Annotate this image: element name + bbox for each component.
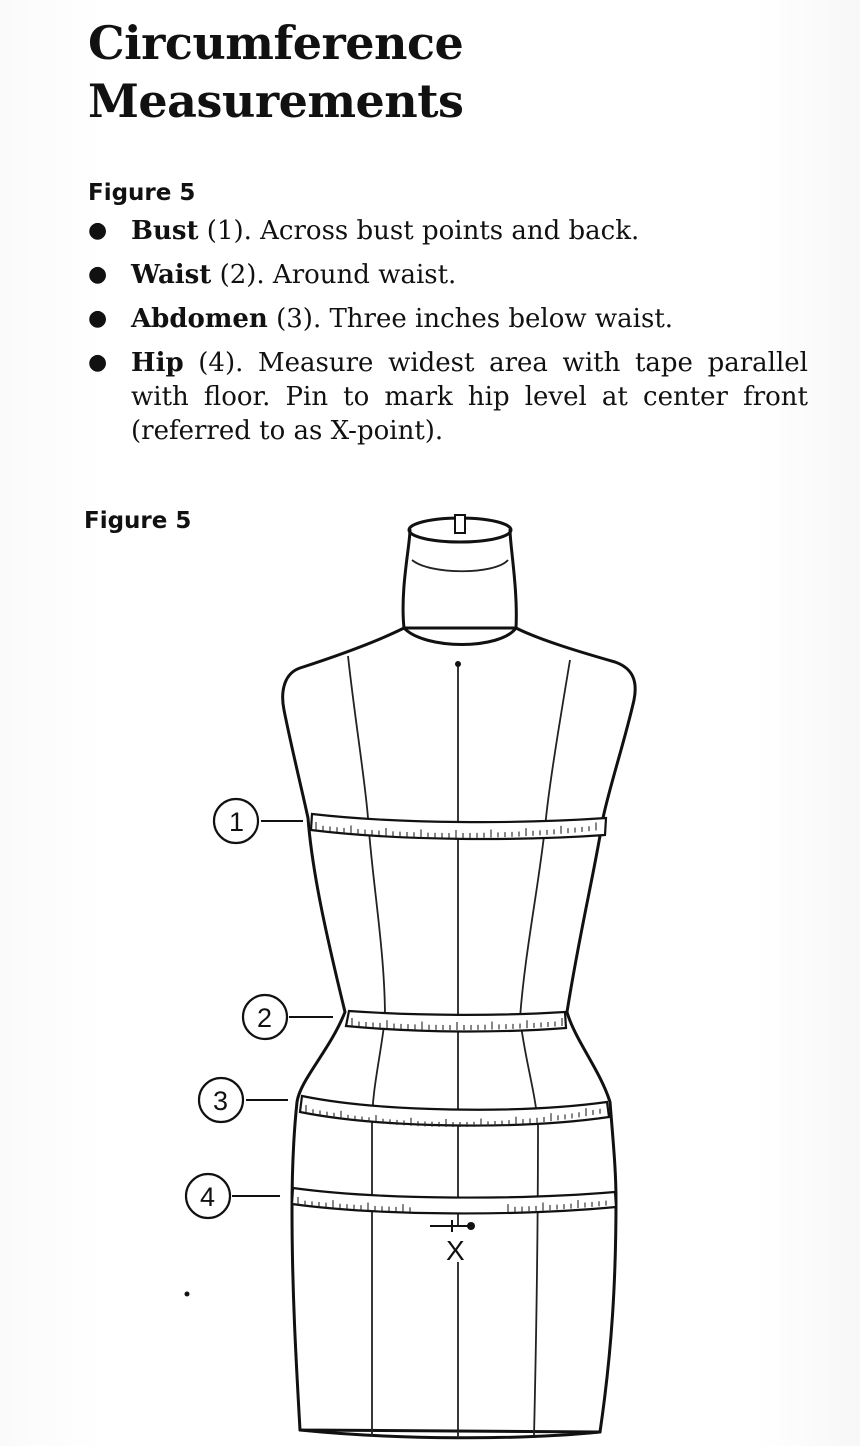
tape-waist	[346, 1011, 566, 1032]
item-text-bust: (1). Across bust points and back.	[198, 216, 640, 246]
item-term-waist: Waist	[131, 260, 212, 290]
marker-2: 2	[257, 1003, 273, 1033]
neck-point	[455, 661, 461, 667]
stand-rod	[455, 515, 465, 533]
seam-right-princess	[520, 660, 570, 1436]
section-figure-label: Figure 5	[88, 180, 196, 206]
neck-base	[404, 628, 516, 645]
bullet-icon: ●	[88, 306, 108, 331]
seam-left-princess	[348, 656, 385, 1436]
marker-4: 4	[200, 1182, 216, 1212]
figure-label: Figure 5	[84, 508, 192, 534]
bullet-icon: ●	[88, 350, 108, 375]
item-text-hip: (4). Measure widest area with tape parallel with floor. Pin to mark hip level at center front (referred to as X-point).	[131, 348, 808, 446]
marker-1: 1	[229, 807, 245, 837]
marker-3: 3	[213, 1086, 229, 1116]
bullet-icon: ●	[88, 218, 108, 243]
tape-hip	[292, 1188, 616, 1213]
tape-abdomen	[300, 1096, 609, 1127]
neck-outline	[403, 530, 516, 628]
item-text-waist: (2). Around waist.	[211, 260, 457, 290]
pin-icon	[430, 1220, 475, 1232]
page-title-line-2: Measurements	[88, 74, 464, 128]
page-title-line-1: Circumference	[88, 16, 464, 70]
item-term-abdomen: Abdomen	[131, 304, 268, 334]
item-term-hip: Hip	[131, 348, 184, 378]
neck-front-curve	[412, 560, 508, 571]
page-speck	[185, 1292, 190, 1297]
item-text-abdomen: (3). Three inches below waist.	[267, 304, 674, 334]
item-term-bust: Bust	[131, 216, 199, 246]
x-point-label: X	[446, 1235, 465, 1266]
bullet-icon: ●	[88, 262, 108, 287]
